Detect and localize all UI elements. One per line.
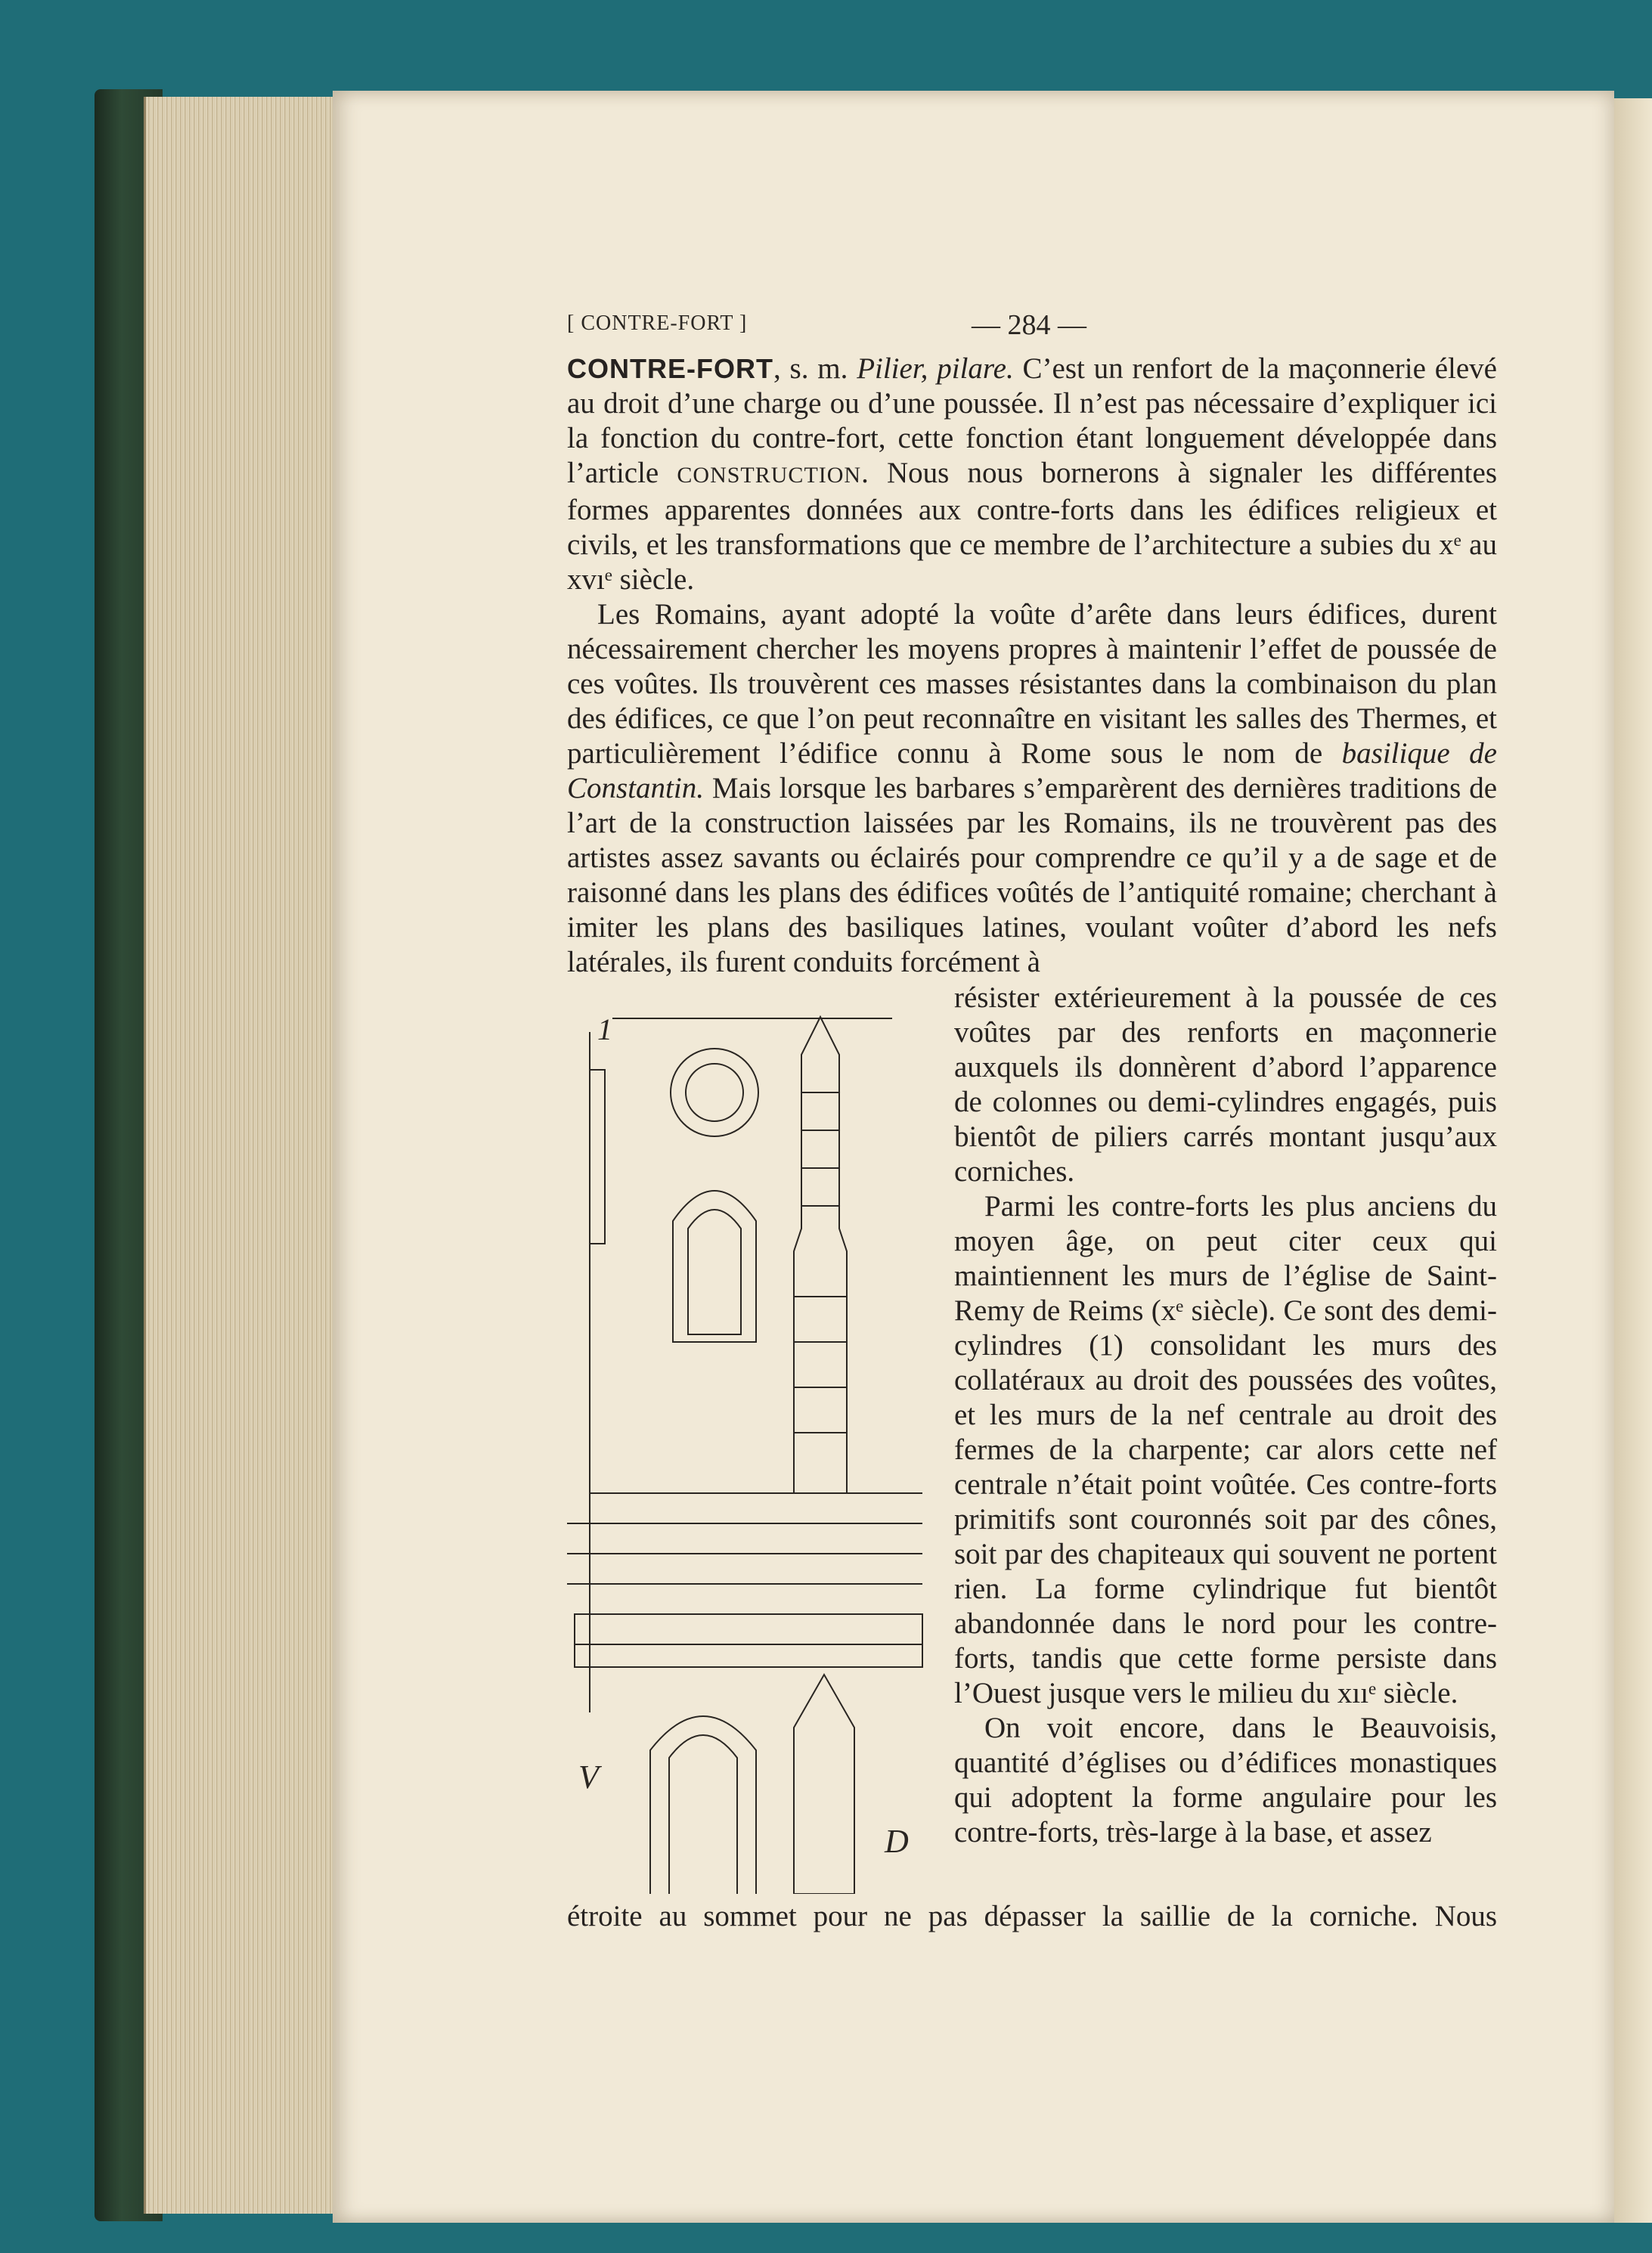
paragraph-2 [567,597,1497,980]
facing-page-edge [1614,98,1652,2223]
lower-arched-window-inner [669,1735,737,1894]
page-edges [144,97,341,2214]
paragraph-3: Parmi les contre-forts les plus anciens du moyen âge, on peut citer ceux qui maintiennent les murs de l’église de Saint-Remy de Reims (xᵉ siècle). Ce sont des demi-cylindres (1) consolidant les murs des collatéraux au droit des poussées des voûtes, et les murs de la nef centrale au droit des fermes de la charpente; car alors cette nef centrale n’était point voûtée. Ces contre-forts primitifs sont couronnés soit par des cônes, soit par des chapiteaux qui souvent ne portent rien. La forme cylindrique fut bientôt abandonnée dans le nord pour les contre-forts, tandis que cette forme persiste dans l’Ouest jusque vers le milieu du xııᵉ siècle. [954,1190,1497,1709]
oculus-inner [686,1064,743,1121]
figure-number: 1 [597,1012,612,1046]
paragraph-4-continued: étroite au sommet pour ne pas dépasser la saillie de la corniche. Nous [567,1900,1497,1932]
angular-buttress [794,1675,854,1894]
cornice [575,1614,922,1644]
text-block-top [567,352,1497,980]
paragraph-2-text-b: Mais lorsque les barbares s’emparèrent des dernières traditions de l’art de la construction laissées par les Romains, ils ne trouvèrent pas des artistes assez savants ou éclairés pour comprendre ce qu’il y a de sage et de raisonné dans les plans des édifices voûtés de l’antiquité romaine; cherchant à imiter les plans des basiliques latines, voulant voûter d’abord les nefs latérales, ils furent conduits forcément à [567,772,1497,978]
italic-basilique: basilique de Constantin. [567,737,1497,804]
page-number: — 284 — [972,309,1086,341]
signature-left: V [578,1759,599,1796]
left-wall [590,1032,605,1712]
arched-window-outer [673,1191,756,1342]
paragraph-4: On voit encore, dans le Beauvoisis, quantité d’églises ou d’édifices monastiques qui adoptent la forme angulaire pour les contre-forts, très-large à la base, et assez [954,1712,1497,1849]
paragraph-1-text-a: C’est un renfort de la maçonnerie élevé au droit d’une charge ou d’une poussée. Il n’est pas nécessaire d’expliquer ici la fonction du contre-fort, cette fonction étant longuement développée dans l’article [567,352,1497,489]
paragraph-1 [567,352,1497,597]
oculus-outer [671,1049,758,1136]
definition-start: , s. m. [773,352,857,385]
corbel-table [575,1644,922,1667]
running-header [567,308,1497,346]
arched-window-inner [688,1210,741,1334]
lower-arched-window [650,1716,756,1894]
paragraph-2-continued: résister extérieurement à la poussée de ces voûtes par des renforts en maçonnerie auxquels ils donnèrent d’abord l’apparence de colonnes ou demi-cylindres engagés, puis bientôt de piliers carrés montant jusqu’aux corniches. [954,981,1497,1188]
figure-contre-fort [567,994,945,1894]
cylindrical-buttress [794,1017,847,1493]
headword: CONTRE-FORT [567,353,773,384]
paragraph-1-text-b: . Nous nous bornerons à signaler les différentes formes apparentes données aux contre-forts dans les édifices religieux et civils, et les transformations que ce membre de l’architecture a subies du xᵉ au xvıᵉ siècle. [567,457,1498,596]
smallcaps-construction: CONSTRUCTION [677,463,862,488]
paragraph-2-text-a: Les Romains, ayant adopté la voûte d’arête dans leurs édifices, durent nécessairement chercher les moyens propres à maintenir l’effet de poussée de ces voûtes. Ils trouvèrent ces masses résistantes dans la combinaison du plan des édifices, ce que l’on peut reconnaître en visitant les salles des Thermes, et particulièrement l’édifice connu à Rome sous le nom de [567,598,1497,770]
signature-right: D [885,1823,909,1860]
text-block-right [954,981,1497,1850]
italic-definition: Pilier, pilare. [857,352,1014,385]
figure-drawing [567,994,945,1894]
header-section-title: [ CONTRE-FORT ] [567,311,748,335]
text-block-bottom [567,1899,1497,1934]
